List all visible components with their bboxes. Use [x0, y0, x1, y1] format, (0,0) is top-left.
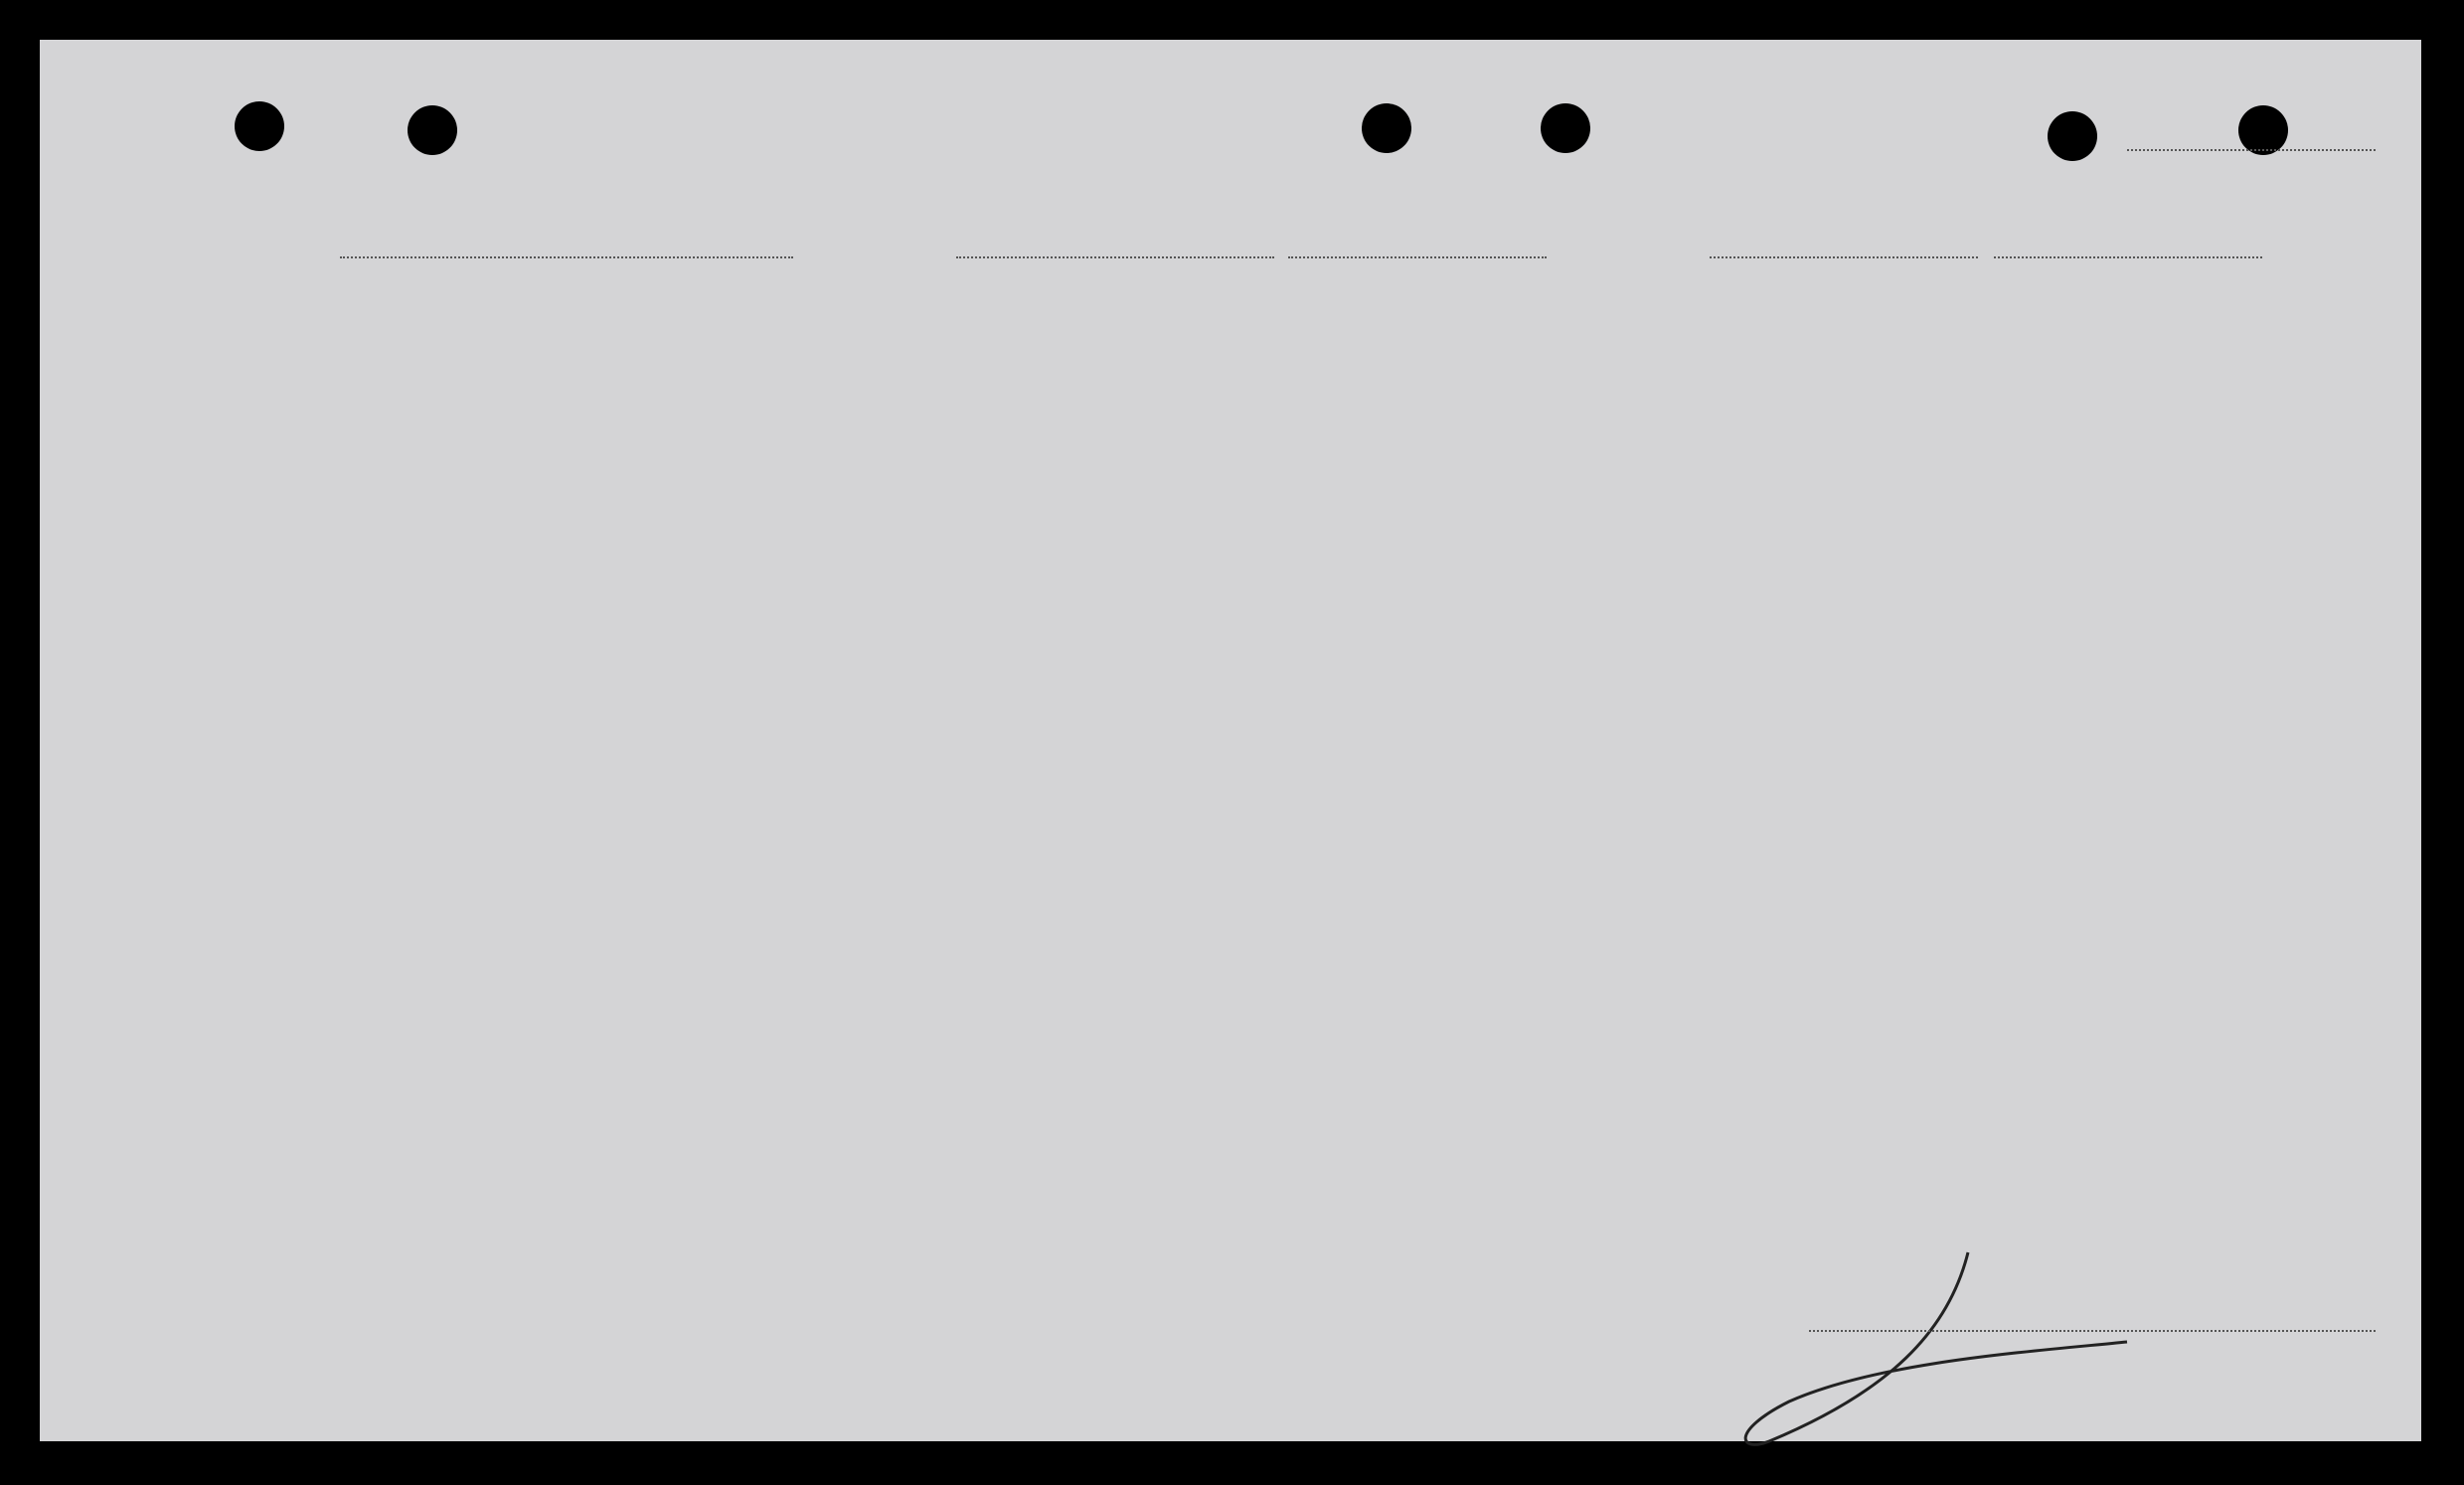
punch-hole	[1362, 103, 1411, 153]
manifest-sheet	[40, 40, 2421, 1441]
punch-hole	[1541, 103, 1590, 153]
punch-hole	[408, 105, 457, 155]
punch-hole	[2238, 105, 2288, 155]
signature-line	[1809, 1330, 2376, 1332]
date-underline	[1288, 256, 1547, 258]
punch-hole	[235, 101, 284, 151]
arrival-underline	[1994, 256, 2262, 258]
signature-flourish	[1729, 1242, 2147, 1461]
ship-underline	[340, 256, 793, 258]
punch-hole	[2048, 111, 2097, 161]
arriving-underline	[1710, 256, 1978, 258]
sailing-underline	[956, 256, 1274, 258]
manifest-underline	[2127, 149, 2376, 151]
